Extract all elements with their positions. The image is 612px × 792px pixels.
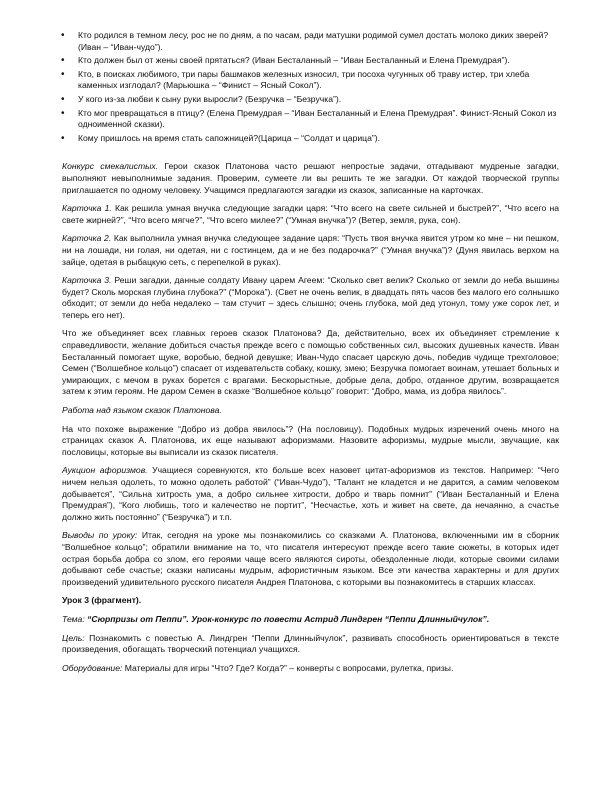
summary-paragraph: Что же объединяет всех главных героев сказок Платонова? Да, действительно, всех их объединяет стремление к справедливости, желание добиться счастья прежде всего с помощью собственных сил, высоких душевных качеств. Иван Бесталанный помогает щуке, воробью, бедной девушке; Иван-Чудо спасает царскую дочь, победив чудище трехголовое; Семен (“Волшебное кольцо”) спасает от издевательств собаку, кошку, змею; Безручка помогает воинам, утешает больных и умирающих, с мечом в руках борется с врагами. Бескорыстные, добрые дела, добро, отданное другим, возвращается затем к этим героям. Не даром Семен в сказке “Волшебное кольцо” говорит: “Добро, мама, из добра явилось”. xyxy=(62,328,559,397)
list-item: • Кому пришлось на время стать сапожницей?(Царица – “Солдат и царица”). xyxy=(66,133,559,145)
lesson-3-heading: Урок 3 (фрагмент). xyxy=(62,595,142,606)
list-item: • Кто мог превращаться в птицу? (Елена Премудрая – “Иван Бесталанный и Елена Премудрая”. Финист-Ясный Сокол из одноименной сказки). xyxy=(66,108,559,131)
card-3-label: Карточка 3. xyxy=(62,275,112,286)
topic-label: Тема: xyxy=(62,613,85,624)
topic-paragraph xyxy=(62,614,559,626)
card-3-paragraph xyxy=(62,275,559,321)
list-item: • Кто должен был от жены своей прятаться? (Иван Бесталанный – “Иван Бесталанный и Елена Премудрая”). xyxy=(66,55,559,67)
contest-label: Конкурс смекалистых. xyxy=(62,161,159,172)
card-1-label: Карточка 1. xyxy=(62,203,112,214)
aphorism-auction-label: Аукцион афоризмов. xyxy=(62,465,148,476)
document-page xyxy=(62,30,559,681)
card-1-paragraph xyxy=(62,203,559,226)
aphorism-auction-text: Учащиеся соревнуются, кто больше всех назовет цитат-афоризмов из текстов. Например: “Чего ничем нельзя одолеть, то можно одолеть работой” (“Иван-Чудо”), “Талант не кладется и не дарится, а самим человеком добывается”, “Сильна хитрость ума, а добро сильнее хитрости, добро и тварь помнит” (“Иван Бесталанный и Елена Премудрая”), “Кого любишь, того и калечество не портит”, “Несчастье, хоть и живет на свете, да нечаянно, а счастье должно жить постоянно” (“Безручка”) и т.п. xyxy=(62,465,559,522)
riddle-question-list xyxy=(62,30,559,144)
goal-paragraph xyxy=(62,633,559,656)
contest-text: Герои сказок Платонова часто решают непростые задачи, отгадывают мудреные загадки, выполняют невыполнимые задания. Проверим, сумеете ли вы решить те же загадки. От каждой творческой группы приглашается по одному человеку. Учащимся предлагаются загадки из сказок, записанные на карточках. xyxy=(62,161,559,195)
lesson-conclusions-label: Выводы по уроку: xyxy=(62,530,138,541)
contest-paragraph xyxy=(62,161,559,196)
aphorism-auction-paragraph xyxy=(62,465,559,523)
language-work-heading: Работа над языком сказок Платонова. xyxy=(62,405,222,416)
card-1-text: Как решила умная внучка следующие загадки царя: “Что всего на свете сильней и быстрей?”, “Что всего на свете жирней?”, “Что всего мягче?”, “Что всего милее?” (“Умная внучка”)? (Ветер, земля, рука, сон). xyxy=(62,203,560,225)
equipment-paragraph xyxy=(62,663,559,675)
proverb-paragraph: На что похоже выражение “Добро из добра явилось”? (На пословицу). Подобных мудрых изречений очень много на страницах сказок А. Платонова, их еще называют афоризмами. Назовите афоризмы, мудрые мысли, звучащие, как пословицы, которые вы выписали из сказок писателя. xyxy=(62,423,559,457)
lesson-conclusions-paragraph xyxy=(62,530,559,588)
list-item: • Кто, в поисках любимого, три пары башмаков железных износил, три посоха чугунных об траву истер, три хлеба каменных изглодал? (Марьюшка – “Финист – Ясный Сокол”). xyxy=(66,69,559,92)
card-2-label: Карточка 2. xyxy=(62,233,112,244)
list-item: • Кто родился в темном лесу, рос не по дням, а по часам, ради матушки родимой сумел достать молоко диких зверей? (Иван – “Иван-чудо”). xyxy=(66,30,559,53)
lesson-conclusions-text: Итак, сегодня на уроке мы познакомились со сказками А. Платонова, включенными им в сборник “Волшебное кольцо”; обратили внимание на то, что писателя интересуют прежде всего такие сюжеты, в которых идет острая борьба добра со злом, его героями чаще всего являются сироты, обездоленные люди, которые своими силами добывают себе счастье; сказки написаны мудрым, афористичным языком. Все эти качества характерны и для других произведений удивительного русского писателя Андрея Платонова, с которыми вы познакомитесь в старших классах. xyxy=(62,530,559,587)
goal-text: Познакомить с повестью А. Линдгрен “Пеппи Длинныйчулок”, развивать способность ориентироваться в тексте произведения, обогащать творческий потенциал учащихся. xyxy=(62,632,559,655)
card-2-text: Как выполнила умная внучка следующее задание царя: “Пусть твоя внучка явится утром ко мне – ни пешком, ни на лошади, ни голая, ни одетая, ни с гостинцем, да и не без подарочка?” (“Умная внучка”)? (Дуня явилась верхом на зайце, одетая в рыбацкую сеть, с перепелкой в руках). xyxy=(62,233,560,267)
card-2-paragraph xyxy=(62,233,559,268)
equipment-text: Материалы для игры “Что? Где? Когда?” – конверты с вопросами, рулетка, призы. xyxy=(122,662,454,673)
list-item: • У кого из-за любви к сыну руки выросли? (Безручка – “Безручка”). xyxy=(66,94,559,106)
goal-label: Цель: xyxy=(62,632,85,643)
card-3-text: Реши загадки, данные солдату Ивану царем Агеем: “Сколько свет велик? Сколько от земли до неба вышины будет? Сколь морская глубина глубока?” (“Морока”). (Свет не очень велик, в двадцать пять часов без малого его солнышко обходит; от земли до неба недалеко – там стучит – здесь слышно; очень глубока, мой дед утонул, тому уже сорок лет, и теперь его нет). xyxy=(62,275,559,320)
topic-text: “Сюрпризы от Пеппи”. Урок-конкурс по повести Астрид Линдгрен “Пеппи Длинныйчулок”. xyxy=(84,613,490,624)
equipment-label: Оборудование: xyxy=(62,662,123,673)
